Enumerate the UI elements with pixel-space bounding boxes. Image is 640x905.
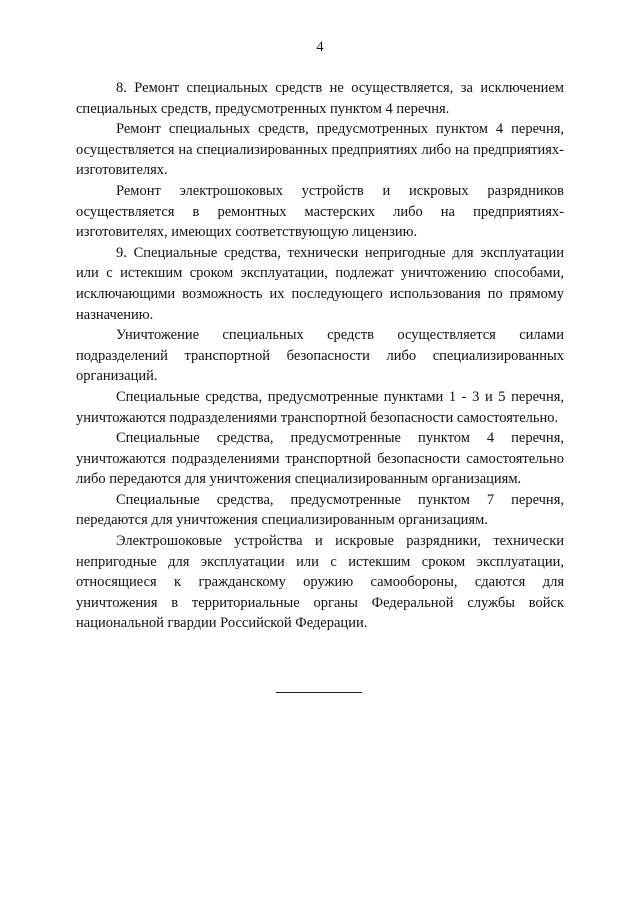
paragraph-repair-electroshock: Ремонт электрошоковых устройств и искровых разрядников осуществляется в ремонтных мастерских либо на предприятиях-изготовителях, имеющих соответствующую лицензию. <box>76 182 564 241</box>
page-number: 4 <box>316 39 324 55</box>
paragraph-destruction-forces: Уничтожение специальных средств осуществляется силами подразделений транспортной безопасности либо специализированных организаций. <box>76 327 564 385</box>
paragraph-repair-item-4: Ремонт специальных средств, предусмотренных пунктом 4 перечня, осуществляется на специализированных предприятиях либо на предприятиях-изготовителях. <box>76 121 564 179</box>
document-body <box>76 78 564 634</box>
paragraph-item-4-destruction: Специальные средства, предусмотренные пунктом 4 перечня, уничтожаются подразделениями транспортной безопасности самостоятельно либо передаются для уничтожения специализированным организациям. <box>76 430 564 488</box>
paragraph-item-9: 9. Специальные средства, технически непригодные для эксплуатации или с истекшим сроком эксплуатации, подлежат уничтожению способами, исключающими возможность их последующего использования по прямому назначению. <box>76 244 564 323</box>
paragraph-electroshock-destruction: Электрошоковые устройства и искровые разрядники, технически непригодные для эксплуатации или с истекшим сроком эксплуатации, относящиеся к гражданскому оружию самообороны, сдаются для уничтожения в территориальные органы Федеральной службы войск национальной гвардии Российской Федерации. <box>76 533 564 632</box>
paragraph-items-1-3-5: Специальные средства, предусмотренные пунктами 1 - 3 и 5 перечня, уничтожаются подразделениями транспортной безопасности самостоятельно. <box>76 388 564 426</box>
paragraph-item-8: 8. Ремонт специальных средств не осуществляется, за исключением специальных средств, предусмотренных пунктом 4 перечня. <box>76 80 564 117</box>
end-separator-line <box>276 692 362 693</box>
paragraph-item-7-destruction: Специальные средства, предусмотренные пунктом 7 перечня, передаются для уничтожения специализированным организациям. <box>76 491 564 529</box>
